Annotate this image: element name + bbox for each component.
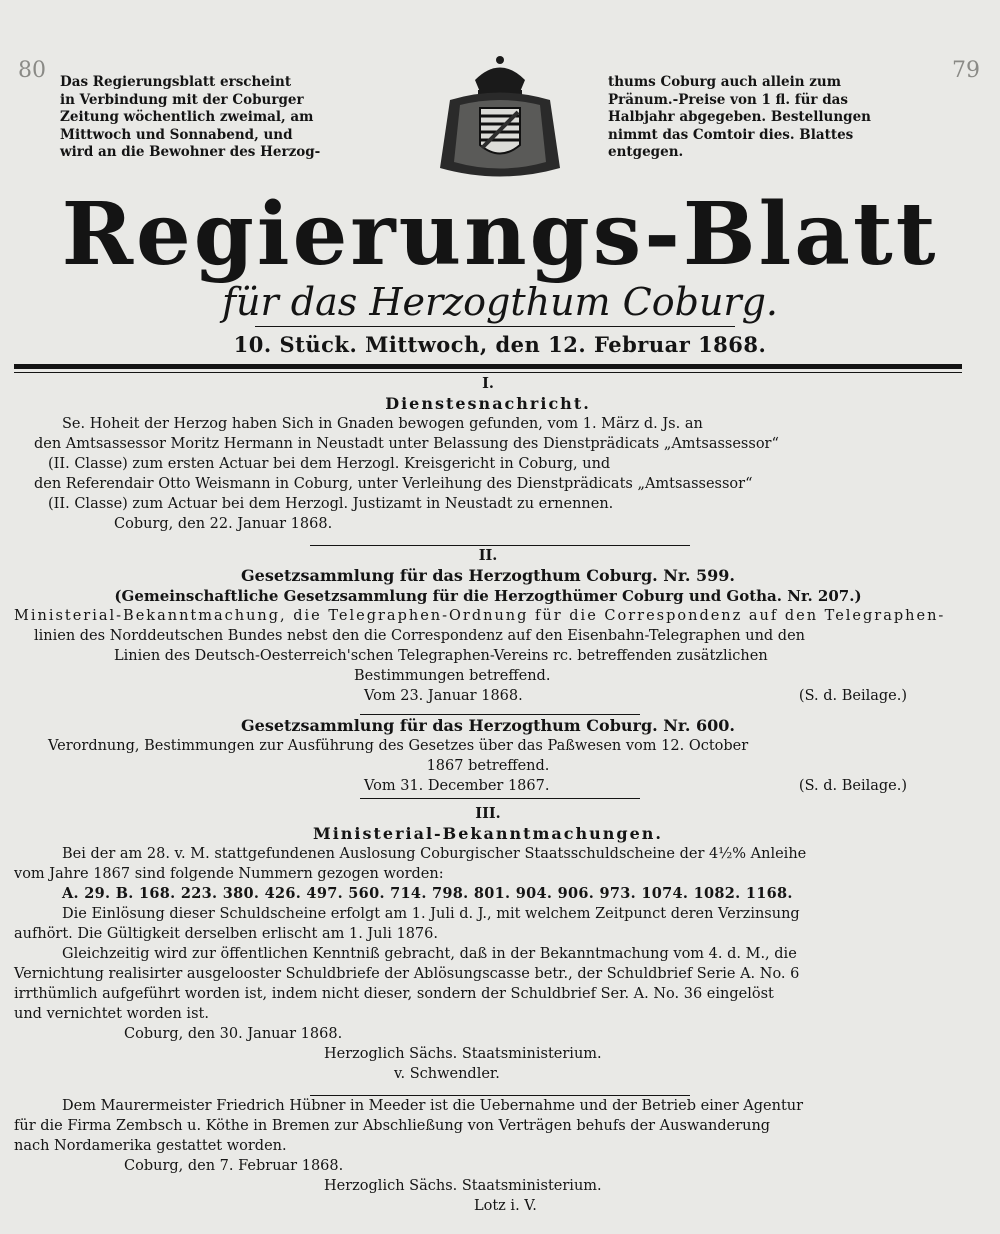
text-line: (II. Classe) zum ersten Actuar bei dem Herzogl. Kreisgericht in Coburg, und	[48, 456, 611, 472]
gazette-collection-title: Gesetzsammlung für das Herzogthum Coburg.	[240, 716, 658, 735]
gazette-number: Nr. 600.	[663, 716, 735, 735]
divider	[255, 326, 735, 327]
text-line: Vernichtung realisirter ausgelooster Schuldbriefe der Ablösungscasse betr., der Schuldbrief Serie A. No. 6	[14, 966, 800, 982]
gazette-subtitle-text: (Gemeinschaftliche Gesetzsammlung für die Herzogthümer Coburg und Gotha.	[114, 587, 783, 605]
header-note-line: Halbjahr abgegeben. Bestellungen	[608, 109, 871, 125]
divider	[360, 714, 640, 715]
text-line: Ministerial-Bekanntmachung, die Telegraphen-Ordnung für die Correspondenz auf den Telegraphen-	[14, 608, 946, 624]
gazette-subtitle-number: Nr. 207.)	[787, 587, 862, 605]
text-line: Linien des Deutsch-Oesterreich'schen Telegraphen-Vereins rc. betreffenden zusätzlichen	[114, 648, 768, 664]
section-3-part-b	[14, 1096, 962, 1216]
gazette-number: Nr. 599.	[663, 566, 735, 585]
text-line: vom Jahre 1867 sind folgende Nummern gezogen worden:	[14, 866, 444, 882]
header-note-line: wird an die Bewohner des Herzog-	[60, 144, 321, 160]
masthead-subtitle: für das Herzogthum Coburg.	[221, 280, 778, 324]
text-line: den Amtsassessor Moritz Hermann in Neustadt unter Belassung des Dienstprädicats „Amtsassessor“	[34, 436, 779, 452]
text-line: (II. Classe) zum Actuar bei dem Herzogl. Justizamt in Neustadt zu ernennen.	[48, 496, 614, 512]
section-3	[14, 804, 962, 1084]
date-line: Coburg, den 22. Januar 1868.	[114, 516, 333, 532]
section-number: III.	[475, 805, 501, 822]
gazette-subtitle	[14, 586, 962, 606]
signature-line: Herzoglich Sächs. Staatsministerium.	[324, 1178, 602, 1194]
header-note-line: Mittwoch und Sonnabend, und	[60, 126, 293, 143]
gazette-collection-title: Gesetzsammlung für das Herzogthum Coburg.	[240, 566, 658, 585]
section-2	[14, 546, 962, 706]
date-line: Coburg, den 30. Januar 1868.	[124, 1026, 343, 1042]
date-line: Vom 23. Januar 1868.	[364, 688, 523, 704]
header-note-line: in Verbindung mit der Coburger	[60, 91, 304, 108]
section-number: II.	[478, 547, 498, 564]
text-line: den Referendair Otto Weismann in Coburg, unter Verleihung des Dienstprädicats „Amtsassessor“	[34, 476, 753, 492]
text-line: Gleichzeitig wird zur öffentlichen Kenntniß gebracht, daß in der Bekanntmachung vom 4. d. M., die	[62, 946, 797, 962]
section-heading: Dienstesnachricht.	[385, 394, 591, 413]
text-line: für die Firma Zembsch u. Köthe in Bremen zur Abschließung von Verträgen behufs der Auswanderung	[14, 1118, 771, 1134]
page-number-right: 79	[952, 58, 980, 83]
divider	[14, 372, 962, 373]
header-note-line: Pränum.-Preise von 1 fl. für das	[608, 91, 848, 108]
header-note-line: thums Coburg auch allein zum	[608, 74, 842, 90]
date-row	[14, 686, 962, 706]
text-line: Bei der am 28. v. M. stattgefundenen Auslosung Coburgischer Staatsschuldscheine der 4½% Anleihe	[62, 846, 807, 862]
header-note-line: entgegen.	[608, 144, 684, 160]
header-note-left	[60, 74, 330, 162]
coat-of-arms-crest	[420, 50, 580, 185]
text-line: nach Nordamerika gestattet worden.	[14, 1138, 287, 1154]
supplement-note: (S. d. Beilage.)	[798, 778, 907, 794]
section-heading: Ministerial-Bekanntmachungen.	[313, 824, 663, 843]
text-line: 1867 betreffend.	[426, 758, 550, 774]
text-line: Verordnung, Bestimmungen zur Ausführung des Gesetzes über das Paßwesen vom 12. October	[48, 738, 749, 754]
header-note-line: nimmt das Comtoir dies. Blattes	[608, 126, 854, 143]
drawn-numbers: A. 29. B. 168. 223. 380. 426. 497. 560. 714. 798. 801. 904. 906. 973. 1074. 1082. 1168.	[62, 885, 793, 902]
text-line: aufhört. Die Gültigkeit derselben erlischt am 1. Juli 1876.	[14, 926, 438, 942]
signature-line: Herzoglich Sächs. Staatsministerium.	[324, 1046, 602, 1062]
divider	[360, 798, 640, 799]
text-line: linien des Norddeutschen Bundes nebst den die Correspondenz auf den Eisenbahn-Telegraphen und den	[34, 628, 805, 644]
text-line: Dem Maurermeister Friedrich Hübner in Meeder ist die Uebernahme und der Betrieb einer Agentur	[62, 1098, 804, 1114]
section-number: I.	[482, 375, 494, 392]
gazette-title	[14, 716, 962, 736]
text-line: irrthümlich aufgeführt worden ist, indem nicht dieser, sondern der Schuldbrief Ser. A. No. 36 eingelöst	[14, 986, 774, 1002]
divider	[14, 364, 962, 369]
section-2-part-b	[14, 716, 962, 796]
text-line: Die Einlösung dieser Schuldscheine erfolgt am 1. Juli d. J., mit welchem Zeitpunct deren Verzinsung	[62, 906, 800, 922]
supplement-note: (S. d. Beilage.)	[798, 688, 907, 704]
signature-line: v. Schwendler.	[394, 1066, 500, 1082]
date-line: Vom 31. December 1867.	[364, 778, 550, 794]
date-row	[14, 776, 962, 796]
text-line: Bestimmungen betreffend.	[354, 668, 551, 684]
header-note-line: Das Regierungsblatt erscheint	[60, 74, 292, 90]
section-1	[14, 374, 962, 534]
text-line: und vernichtet worden ist.	[14, 1006, 209, 1022]
page-number-left: 80	[18, 58, 46, 83]
text-line: Se. Hoheit der Herzog haben Sich in Gnaden bewogen gefunden, vom 1. März d. Js. an	[62, 416, 703, 432]
header-note-right	[608, 74, 873, 162]
masthead-title: Regierungs-Blatt	[61, 184, 939, 285]
gazette-title	[14, 566, 962, 586]
signature-line: Lotz i. V.	[474, 1198, 537, 1214]
date-line: Coburg, den 7. Februar 1868.	[124, 1158, 344, 1174]
header-note-line: Zeitung wöchentlich zweimal, am	[60, 109, 314, 125]
issue-line: 10. Stück. Mittwoch, den 12. Februar 1868.	[233, 332, 767, 357]
